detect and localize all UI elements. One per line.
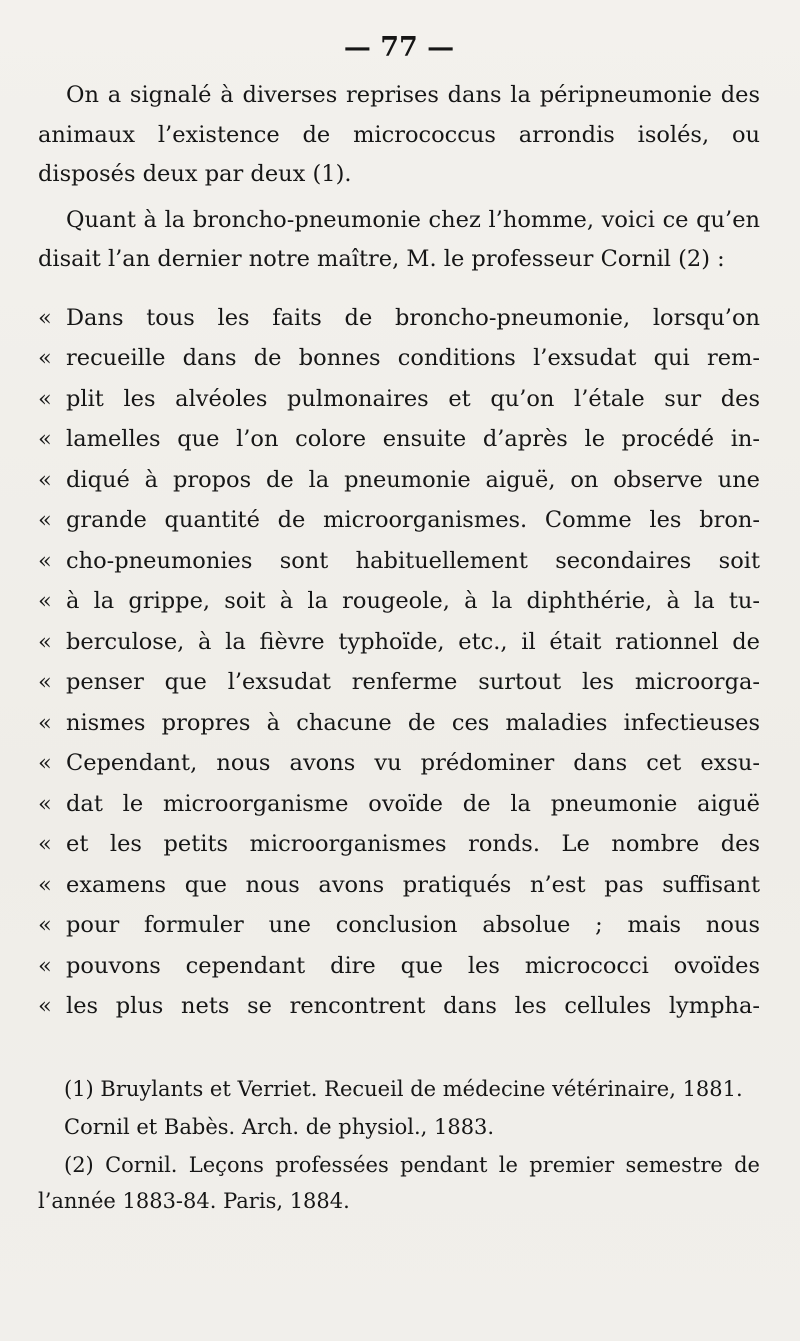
quote-mark: « <box>38 547 52 574</box>
quote-mark: « <box>38 507 52 533</box>
quote-mark: « <box>38 709 52 736</box>
quote-mark: « <box>38 669 52 695</box>
quote-line <box>38 622 760 663</box>
quote-mark: « <box>38 871 52 898</box>
quote-text: cho-pneumonies sont habituellement secondaires soit <box>66 547 760 574</box>
quote-text: recueille dans de bonnes conditions l’exsudat qui rem- <box>66 345 760 371</box>
quote-line <box>38 298 760 339</box>
quote-text: les plus nets se rencontrent dans les cellules lympha- <box>66 993 760 1019</box>
quote-text: penser que l’exsudat renferme surtout les microorga- <box>66 669 760 695</box>
quoted-passage <box>38 298 760 1027</box>
quote-mark: « <box>38 750 52 776</box>
quote-line <box>38 338 760 379</box>
quote-mark: « <box>38 385 52 412</box>
quote-line <box>38 500 760 541</box>
quote-mark: « <box>38 790 52 817</box>
quote-mark: « <box>38 304 52 331</box>
quote-text: Cependant, nous avons vu prédominer dans cet exsu- <box>66 750 760 776</box>
quote-line <box>38 946 760 987</box>
quote-text: lamelles que l’on colore ensuite d’après le procédé in- <box>66 426 760 452</box>
quote-text: dat le microorganisme ovoïde de la pneumonie aiguë <box>66 790 760 817</box>
quote-line <box>38 784 760 825</box>
paragraph: On a signalé à diverses reprises dans la péripneumonie des animaux l’existence de micrococcus arrondis isolés, ou disposés deux par deux (1). <box>38 82 760 187</box>
quote-mark: « <box>38 628 52 655</box>
quote-line <box>38 662 760 703</box>
footnote: Cornil et Babès. Arch. de physiol., 1883. <box>64 1114 495 1139</box>
quote-mark: « <box>38 952 52 979</box>
quote-text: et les petits microorganismes ronds. Le nombre des <box>66 831 760 857</box>
quote-mark: « <box>38 831 52 857</box>
quote-text: diqué à propos de la pneumonie aiguë, on observe une <box>66 466 760 493</box>
quote-text: examens que nous avons pratiqués n’est pas suffisant <box>66 871 760 898</box>
quote-line <box>38 581 760 622</box>
footnotes <box>38 1071 760 1219</box>
quote-line <box>38 905 760 946</box>
page-number: — 77 — <box>343 32 455 63</box>
quote-text: berculose, à la fièvre typhoïde, etc., il était rationnel de <box>66 628 760 655</box>
quote-text: à la grippe, soit à la rougeole, à la diphthérie, à la tu- <box>66 588 760 614</box>
quote-text: grande quantité de microorganismes. Comme les bron- <box>66 507 760 533</box>
quote-mark: « <box>38 588 52 614</box>
footnote: (1) Bruylants et Verriet. Recueil de médecine vétérinaire, 1881. <box>64 1076 743 1101</box>
quote-text: pour formuler une conclusion absolue ; mais nous <box>66 912 760 938</box>
quote-line <box>38 419 760 460</box>
quote-text: nismes propres à chacune de ces maladies infectieuses <box>66 709 760 736</box>
quote-text: Dans tous les faits de broncho-pneumonie, lorsqu’on <box>66 304 760 331</box>
quote-mark: « <box>38 466 52 493</box>
paragraph: Quant à la broncho-pneumonie chez l’homme, voici ce qu’en disait l’an dernier notre maître, M. le professeur Cornil (2) : <box>38 206 760 272</box>
quote-line <box>38 541 760 582</box>
quote-mark: « <box>38 426 52 452</box>
quote-mark: « <box>38 345 52 371</box>
body-text <box>38 76 760 280</box>
quote-mark: « <box>38 912 52 938</box>
quote-line <box>38 460 760 501</box>
quote-line <box>38 865 760 906</box>
quote-line <box>38 379 760 420</box>
quote-mark: « <box>38 993 52 1019</box>
quote-text: plit les alvéoles pulmonaires et qu’on l’étale sur des <box>66 385 760 412</box>
quote-text: pouvons cependant dire que les micrococci ovoïdes <box>66 952 760 979</box>
quote-line <box>38 743 760 784</box>
quote-line <box>38 703 760 744</box>
quote-line <box>38 824 760 865</box>
quote-line <box>38 986 760 1027</box>
footnote: (2) Cornil. Leçons professées pendant le premier semestre de l’année 1883-84. Paris, 1884. <box>38 1152 760 1213</box>
